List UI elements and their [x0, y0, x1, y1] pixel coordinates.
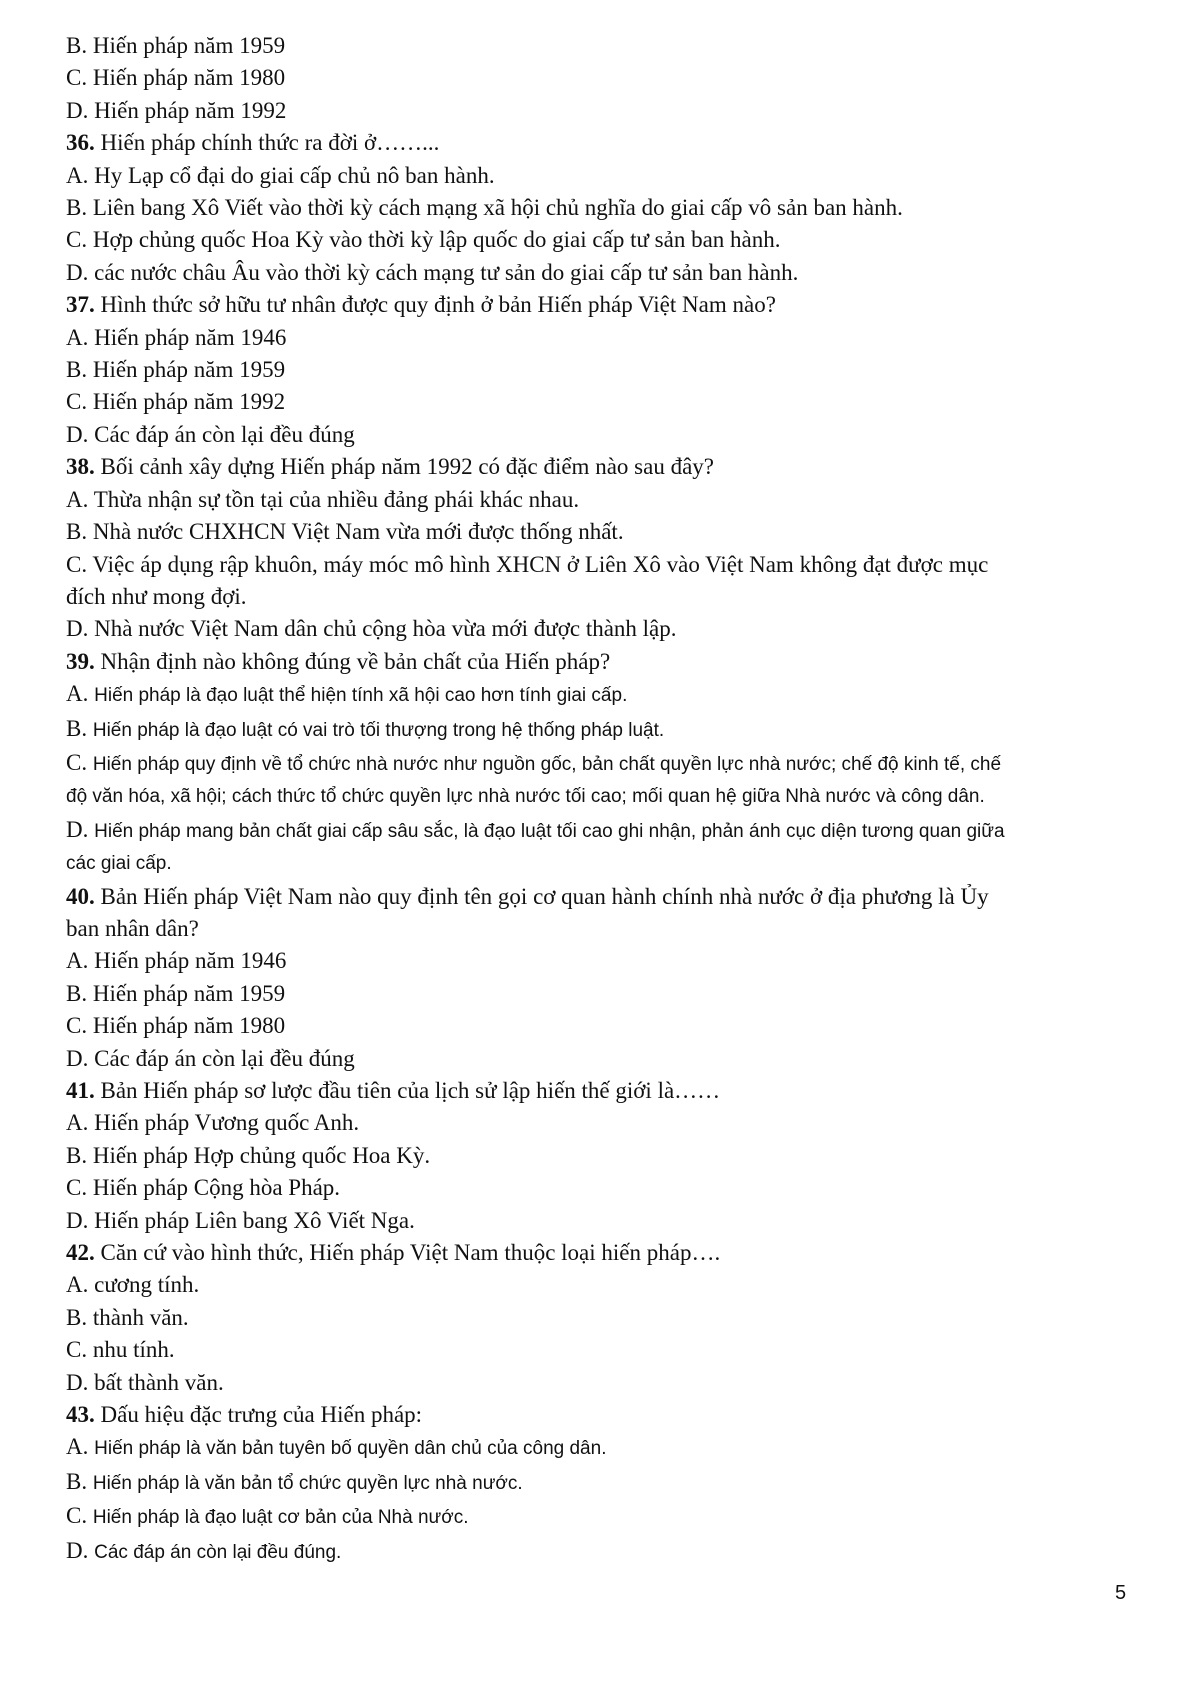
text-line [66, 1302, 1126, 1334]
line-text: D. Nhà nước Việt Nam dân chủ cộng hòa vừa mới được thành lập. [66, 616, 677, 642]
line-text: đích như mong đợi. [66, 583, 247, 609]
line-text: C. Hợp chủng quốc Hoa Kỳ vào thời kỳ lập quốc do giai cấp tư sản ban hành. [66, 227, 781, 253]
line-text: Bản Hiến pháp sơ lược đầu tiên của lịch sử lập hiến thế giới là…… [94, 1078, 721, 1103]
option-text: độ văn hóa, xã hội; cách thức tổ chức quyền lực nhà nước tối cao; mối quan hệ giữa Nhà nước và công dân. [66, 786, 985, 808]
line-text: D. Các đáp án còn lại đều đúng [66, 1045, 355, 1071]
question-39-options [66, 678, 1126, 880]
answer-option [66, 747, 1126, 781]
text-line [66, 354, 1126, 386]
option-text: Các đáp án còn lại đều đúng. [94, 1541, 342, 1563]
text-line [66, 95, 1126, 127]
question-block-35-39 [66, 30, 1126, 678]
option-label: D. [66, 816, 95, 842]
text-line [66, 613, 1126, 645]
document-page [66, 30, 1126, 1569]
text-line [66, 1205, 1126, 1237]
answer-option [66, 1500, 1126, 1534]
line-text: ban nhân dân? [66, 915, 199, 941]
line-text: B. Hiến pháp năm 1959 [66, 33, 286, 58]
line-text: C. Hiến pháp năm 1980 [66, 1013, 286, 1039]
line-text: Nhận định nào không đúng về bản chất của Hiến pháp? [94, 648, 611, 674]
text-line [66, 1043, 1126, 1075]
answer-option [66, 678, 1126, 712]
answer-option [66, 814, 1126, 848]
text-line [66, 516, 1126, 548]
text-line [66, 62, 1126, 94]
answer-option [66, 848, 1126, 880]
text-line [66, 192, 1126, 224]
line-text: Bối cảnh xây dựng Hiến pháp năm 1992 có đặc điểm nào sau đây? [94, 454, 714, 480]
line-text: B. Hiến pháp Hợp chủng quốc Hoa Kỳ. [66, 1142, 431, 1168]
text-line [66, 945, 1126, 977]
line-text: B. thành văn. [66, 1304, 189, 1330]
line-text: D. bất thành văn. [66, 1369, 224, 1395]
text-line [66, 1107, 1126, 1139]
question-line [66, 1399, 1126, 1431]
line-text: Hình thức sở hữu tư nhân được quy định ở bản Hiến pháp Việt Nam nào? [94, 292, 776, 318]
answer-option [66, 1431, 1126, 1465]
question-block-40-43 [66, 881, 1126, 1432]
text-line [66, 419, 1126, 451]
answer-option [66, 713, 1126, 747]
question-line [66, 1075, 1126, 1107]
line-text: C. Hiến pháp năm 1992 [66, 389, 286, 415]
option-label: B. [66, 715, 93, 741]
text-line [66, 224, 1126, 256]
text-line [66, 1172, 1126, 1204]
text-line [66, 386, 1126, 418]
question-number: 38. [66, 454, 95, 480]
option-text: Hiến pháp là đạo luật có vai trò tối thượng trong hệ thống pháp luật. [92, 719, 665, 741]
text-line [66, 322, 1126, 354]
line-text: Hiến pháp chính thức ra đời ở……... [94, 130, 440, 156]
answer-option [66, 781, 1126, 813]
question-line [66, 1237, 1126, 1269]
line-text: D. Hiến pháp năm 1992 [66, 97, 287, 123]
line-text: C. nhu tính. [66, 1337, 175, 1363]
question-line [66, 646, 1126, 678]
question-line [66, 451, 1126, 483]
answer-option [66, 1466, 1126, 1500]
option-label: C. [66, 1503, 93, 1529]
text-line [66, 160, 1126, 192]
text-line [66, 1334, 1126, 1366]
line-text: C. Hiến pháp năm 1980 [66, 65, 286, 91]
line-text: B. Hiến pháp năm 1959 [66, 357, 286, 383]
line-text: A. Hiến pháp Vương quốc Anh. [66, 1110, 360, 1136]
question-43-options [66, 1431, 1126, 1569]
line-text: B. Nhà nước CHXHCN Việt Nam vừa mới được thống nhất. [66, 519, 624, 545]
text-line [66, 1269, 1126, 1301]
question-number: 43. [66, 1402, 95, 1428]
text-line [66, 1367, 1126, 1399]
text-line [66, 30, 1126, 62]
text-line [66, 484, 1126, 516]
text-line [66, 549, 1126, 581]
text-line [66, 978, 1126, 1010]
question-number: 37. [66, 292, 95, 318]
line-text: A. cương tính. [66, 1272, 200, 1298]
line-text: D. Hiến pháp Liên bang Xô Viết Nga. [66, 1207, 415, 1233]
option-text: Hiến pháp là đạo luật thể hiện tính xã hội cao hơn tính giai cấp. [94, 685, 628, 707]
text-line [66, 1010, 1126, 1042]
question-number: 40. [66, 883, 95, 909]
line-text: A. Hiến pháp năm 1946 [66, 948, 287, 974]
line-text: Căn cứ vào hình thức, Hiến pháp Việt Nam thuộc loại hiến pháp…. [94, 1240, 721, 1266]
option-label: D. [66, 1537, 95, 1563]
line-text: B. Hiến pháp năm 1959 [66, 980, 286, 1006]
option-label: A. [66, 681, 95, 707]
line-text: C. Việc áp dụng rập khuôn, máy móc mô hình XHCN ở Liên Xô vào Việt Nam không đạt được mục [66, 551, 989, 577]
option-text: các giai cấp. [66, 853, 172, 875]
answer-option [66, 1535, 1126, 1569]
option-text: Hiến pháp quy định về tổ chức nhà nước như nguồn gốc, bản chất quyền lực nhà nước; chế độ kinh tế, chế [92, 753, 1002, 775]
line-text: D. các nước châu Âu vào thời kỳ cách mạng tư sản do giai cấp tư sản ban hành. [66, 259, 799, 285]
option-label: B. [66, 1468, 93, 1494]
option-text: Hiến pháp là văn bản tuyên bố quyền dân chủ của công dân. [94, 1438, 607, 1460]
question-line [66, 289, 1126, 321]
option-text: Hiến pháp là đạo luật cơ bản của Nhà nước. [92, 1507, 469, 1529]
line-text: D. Các đáp án còn lại đều đúng [66, 421, 355, 447]
question-number: 41. [66, 1078, 95, 1103]
text-line [66, 1140, 1126, 1172]
text-line [66, 581, 1126, 613]
text-line [66, 913, 1126, 945]
question-line [66, 881, 1126, 913]
line-text: Bản Hiến pháp Việt Nam nào quy định tên gọi cơ quan hành chính nhà nước ở địa phương là Ủy [94, 883, 989, 909]
option-label: C. [66, 749, 93, 775]
line-text: A. Thừa nhận sự tồn tại của nhiều đảng phái khác nhau. [66, 486, 580, 512]
page-number: 5 [1115, 1582, 1127, 1604]
line-text: C. Hiến pháp Cộng hòa Pháp. [66, 1175, 341, 1201]
line-text: B. Liên bang Xô Viết vào thời kỳ cách mạng xã hội chủ nghĩa do giai cấp vô sản ban hành. [66, 195, 903, 221]
line-text: A. Hiến pháp năm 1946 [66, 324, 287, 350]
line-text: A. Hy Lạp cổ đại do giai cấp chủ nô ban hành. [66, 162, 495, 188]
option-text: Hiến pháp là văn bản tổ chức quyền lực nhà nước. [92, 1472, 523, 1494]
option-text: Hiến pháp mang bản chất giai cấp sâu sắc, là đạo luật tối cao ghi nhận, phản ánh cục diện tương quan giữa [94, 820, 1005, 842]
question-line [66, 127, 1126, 159]
text-line [66, 257, 1126, 289]
question-number: 39. [66, 648, 95, 674]
question-number: 36. [66, 130, 95, 156]
question-number: 42. [66, 1240, 95, 1266]
line-text: Dấu hiệu đặc trưng của Hiến pháp: [94, 1402, 423, 1428]
option-label: A. [66, 1434, 95, 1460]
